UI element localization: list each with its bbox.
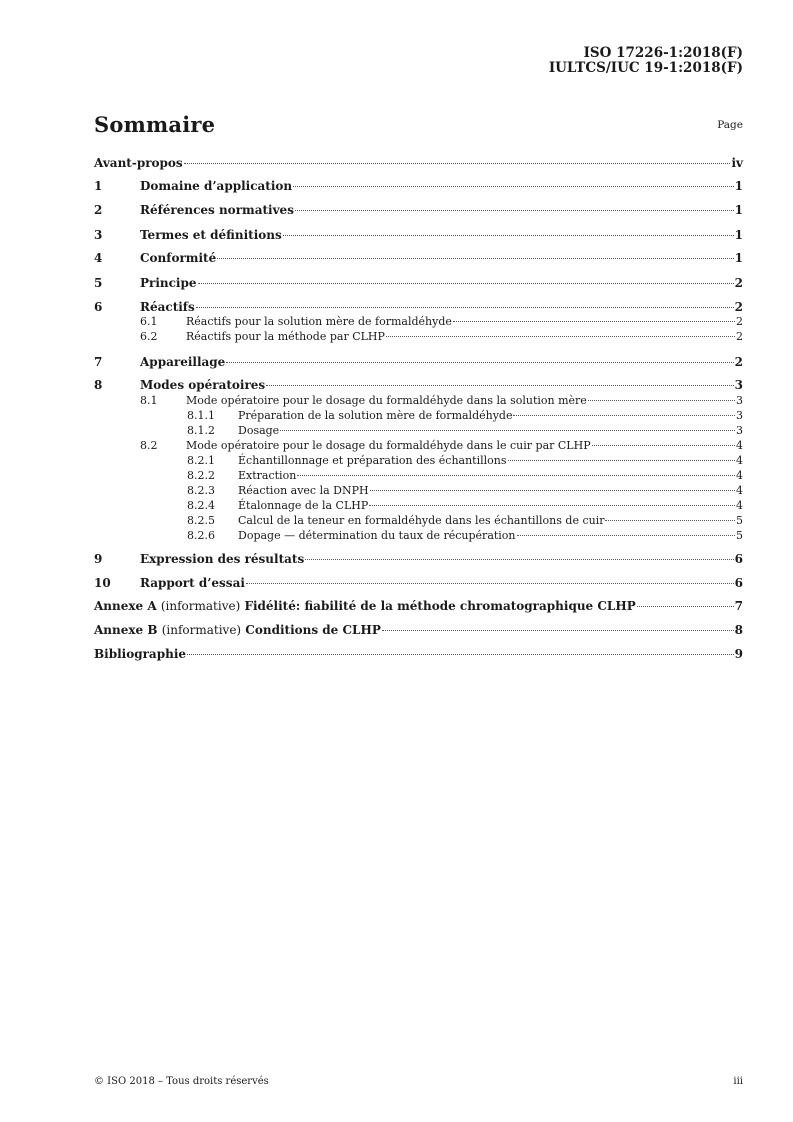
toc-entry-label: Domaine d’application — [140, 179, 293, 193]
toc-entry-number: 8.2.1 — [187, 454, 215, 467]
toc-entry-label: Réactifs — [140, 300, 195, 314]
toc-entry-page: 3 — [736, 409, 743, 422]
toc-entry-page: 7 — [734, 599, 743, 613]
toc-entry-number: 5 — [94, 276, 103, 290]
toc-entry-page: 5 — [736, 514, 743, 527]
toc-entry-2[interactable] — [94, 203, 743, 217]
toc-entry-label: Étalonnage de la CLHP — [238, 499, 369, 512]
toc-entry-number: 10 — [94, 576, 111, 590]
annex-number: Annexe A — [94, 599, 157, 613]
toc-entry-page: 2 — [736, 315, 743, 328]
footer-copyright: © ISO 2018 – Tous droits réservés — [94, 1076, 269, 1087]
toc-leader — [513, 415, 735, 416]
toc-entry-6[interactable] — [94, 300, 743, 314]
toc-entry-7[interactable] — [94, 355, 743, 369]
toc-entry-number: 7 — [94, 355, 103, 369]
toc-entry-8-2-3[interactable] — [94, 484, 743, 498]
toc-leader — [592, 445, 735, 446]
toc-entry-page: 3 — [736, 394, 743, 407]
toc-entry-label: Réactifs pour la méthode par CLHP — [186, 330, 385, 343]
toc-leader — [196, 307, 734, 308]
toc-entry-label: Réaction avec la DNPH — [238, 484, 369, 497]
annex-kind: (informative) — [161, 623, 242, 637]
toc-entry-8-2-6[interactable] — [94, 529, 743, 543]
toc-entry-page: 3 — [736, 424, 743, 437]
toc-entry-8[interactable] — [94, 378, 743, 392]
toc-entry-label — [94, 623, 381, 637]
toc-leader — [605, 520, 735, 521]
toc-leader — [382, 630, 734, 631]
annex-number: Annexe B — [94, 623, 158, 637]
toc-leader — [217, 258, 733, 259]
toc-entry-number: 8.2.6 — [187, 529, 215, 542]
toc-leader — [508, 460, 735, 461]
toc-entry-page: 1 — [734, 203, 743, 217]
toc-entry-avant-propos[interactable] — [94, 156, 743, 170]
toc-entry-page: 2 — [734, 276, 743, 290]
annex-title: Conditions de CLHP — [245, 623, 381, 637]
toc-leader — [369, 505, 735, 506]
toc-entry-number: 6 — [94, 300, 103, 314]
toc-entry-page: 4 — [736, 484, 743, 497]
toc-entry-label: Références normatives — [140, 203, 294, 217]
toc-entry-number: 9 — [94, 552, 103, 566]
toc-entry-8-2-2[interactable] — [94, 469, 743, 483]
toc-entry-10[interactable] — [94, 576, 743, 590]
toc-entry-label: Échantillonnage et préparation des échantillons — [238, 454, 507, 467]
toc-leader — [283, 235, 734, 236]
toc-entry-number: 2 — [94, 203, 103, 217]
toc-entry-label: Mode opératoire pour le dosage du formaldéhyde dans le cuir par CLHP — [186, 439, 591, 452]
toc-leader — [280, 430, 735, 431]
toc-entry-page: 4 — [736, 454, 743, 467]
toc-entry-page: 2 — [734, 355, 743, 369]
toc-entry-number: 8.2 — [140, 439, 158, 452]
toc-entry-number: 8 — [94, 378, 103, 392]
toc-entry-page: iv — [731, 156, 743, 170]
toc-entry-5[interactable] — [94, 276, 743, 290]
standard-reference — [549, 46, 743, 76]
toc-leader — [246, 583, 734, 584]
toc-entry-number: 8.1 — [140, 394, 158, 407]
toc-entry-page: 6 — [734, 576, 743, 590]
toc-leader — [266, 385, 733, 386]
standard-reference-iultcs: IULTCS/IUC 19-1:2018(F) — [548, 60, 743, 76]
toc-entry-label: Expression des résultats — [140, 552, 305, 566]
toc-leader — [184, 163, 731, 164]
page-column-label: Page — [717, 119, 743, 131]
toc-entry-8-2-4[interactable] — [94, 499, 743, 513]
annex-title: Fidélité: fiabilité de la méthode chromatographique CLHP — [244, 599, 636, 613]
toc-entry-page: 1 — [734, 228, 743, 242]
toc-entry-8-2-5[interactable] — [94, 514, 743, 528]
toc-leader — [453, 321, 735, 322]
toc-entry-number: 6.2 — [140, 330, 158, 343]
toc-entry-page: 6 — [734, 552, 743, 566]
toc-entry-label: Réactifs pour la solution mère de formaldéhyde — [186, 315, 452, 328]
toc-entry-page: 4 — [736, 439, 743, 452]
toc-entry-annex-b[interactable] — [94, 623, 743, 637]
toc-entry-number: 6.1 — [140, 315, 158, 328]
toc-entry-label: Appareillage — [140, 355, 226, 369]
toc-entry-label: Conformité — [140, 251, 217, 265]
toc-entry-8-1-1[interactable] — [94, 409, 743, 423]
toc-entry-label: Extraction — [238, 469, 297, 482]
toc-entry-page: 8 — [734, 623, 743, 637]
toc-entry-number: 1 — [94, 179, 103, 193]
toc-entry-number: 8.2.4 — [187, 499, 215, 512]
toc-entry-number: 8.2.2 — [187, 469, 215, 482]
toc-entry-page: 2 — [736, 330, 743, 343]
toc-entry-9[interactable] — [94, 552, 743, 566]
toc-entry-label: Rapport d’essai — [140, 576, 245, 590]
toc-entry-page: 4 — [736, 499, 743, 512]
toc-entry-6-2[interactable] — [94, 330, 743, 344]
toc-entry-label: Préparation de la solution mère de formaldéhyde — [238, 409, 513, 422]
toc-leader — [187, 654, 734, 655]
toc-leader — [295, 210, 734, 211]
toc-entry-label: Avant-propos — [94, 156, 183, 170]
toc-entry-3[interactable] — [94, 228, 743, 242]
toc-leader — [588, 400, 735, 401]
toc-entry-label: Dosage — [238, 424, 280, 437]
toc-leader — [637, 606, 734, 607]
toc-entry-label: Dopage — détermination du taux de récupération — [238, 529, 516, 542]
toc-entry-label: Mode opératoire pour le dosage du formaldéhyde dans la solution mère — [186, 394, 587, 407]
toc-entry-4[interactable] — [94, 251, 743, 265]
toc-entry-page: 2 — [734, 300, 743, 314]
toc-entry-number: 3 — [94, 228, 103, 242]
toc-entry-bibliographie[interactable] — [94, 647, 743, 661]
toc-entry-number: 8.2.3 — [187, 484, 215, 497]
toc-entry-8-2-1[interactable] — [94, 454, 743, 468]
toc-entry-page: 5 — [736, 529, 743, 542]
toc-entry-1[interactable] — [94, 179, 743, 193]
standard-reference-iso: ISO 17226-1:2018(F) — [583, 45, 743, 61]
toc-leader — [386, 336, 735, 337]
toc-leader — [226, 362, 733, 363]
toc-entry-page: 1 — [734, 179, 743, 193]
annex-kind: (informative) — [160, 599, 241, 613]
toc-entry-number: 8.1.2 — [187, 424, 215, 437]
toc-entry-annex-a[interactable] — [94, 599, 743, 613]
toc-entry-8-2[interactable] — [94, 439, 743, 453]
toc-entry-label: Calcul de la teneur en formaldéhyde dans les échantillons de cuir — [238, 514, 605, 527]
toc-entry-page: 4 — [736, 469, 743, 482]
toc-leader — [517, 535, 735, 536]
footer-page-number: iii — [733, 1076, 743, 1087]
toc-leader — [198, 283, 734, 284]
page-title: Sommaire — [94, 112, 216, 137]
toc-entry-label: Modes opératoires — [140, 378, 266, 392]
toc-entry-8-1-2[interactable] — [94, 424, 743, 438]
toc-entry-label — [94, 599, 636, 613]
toc-leader — [370, 490, 735, 491]
toc-entry-number: 4 — [94, 251, 103, 265]
toc-entry-label: Bibliographie — [94, 647, 187, 661]
toc-leader — [293, 186, 734, 187]
toc-entry-number: 8.1.1 — [187, 409, 215, 422]
toc-entry-page: 9 — [734, 647, 743, 661]
toc-entry-label: Termes et définitions — [140, 228, 282, 242]
toc-leader — [305, 559, 733, 560]
toc-entry-label: Principe — [140, 276, 197, 290]
toc-entry-page: 1 — [734, 251, 743, 265]
toc-entry-page: 3 — [734, 378, 743, 392]
toc-entry-6-1[interactable] — [94, 315, 743, 329]
toc-leader — [297, 475, 735, 476]
toc-entry-number: 8.2.5 — [187, 514, 215, 527]
toc-entry-8-1[interactable] — [94, 394, 743, 408]
